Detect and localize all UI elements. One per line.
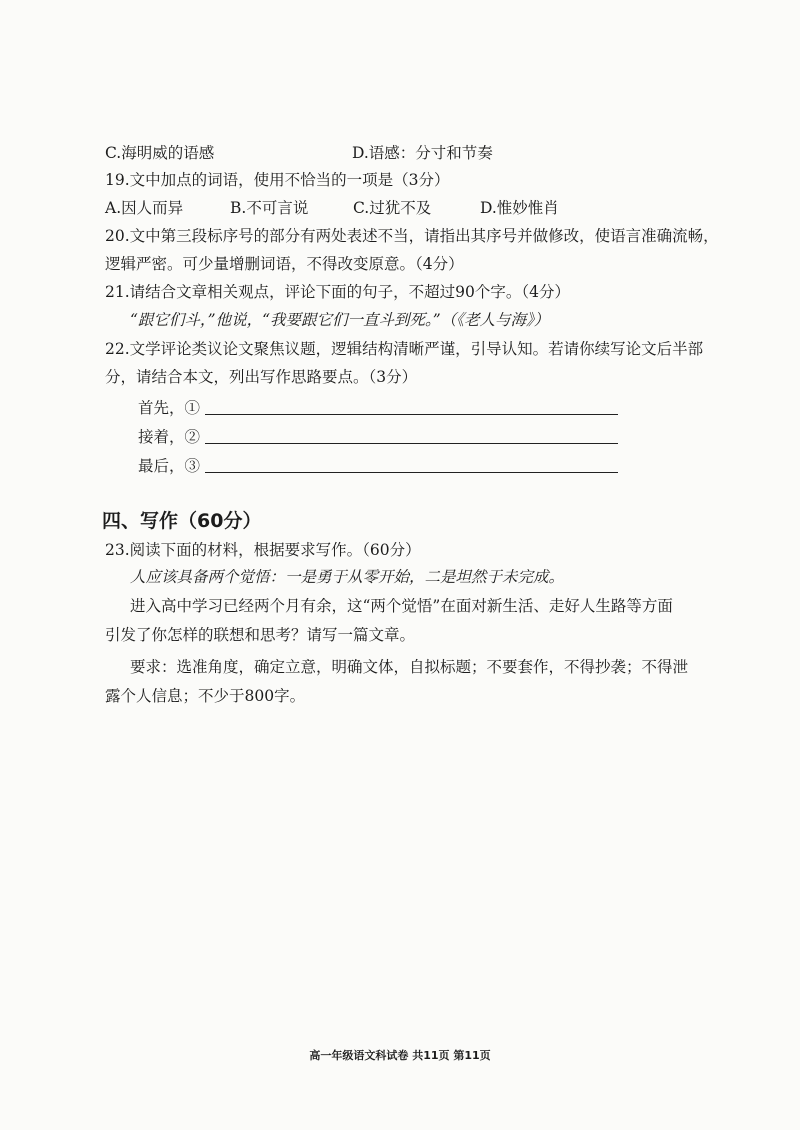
- section-title-writing: 四、写作（60分）: [102, 510, 262, 532]
- q22-blank-label-3: 最后，③: [138, 457, 201, 475]
- q23-prompt-line2: 引发了你怎样的联想和思考？请写一篇文章。: [105, 626, 416, 644]
- q23-requirements-line2: 露个人信息；不少于800字。: [105, 687, 306, 705]
- q22-blank-label-1: 首先，①: [138, 399, 201, 417]
- q19-option-b: B.不可言说: [230, 199, 309, 217]
- q23-prompt-line1: 进入高中学习已经两个月有余，这“两个觉悟”在面对新生活、走好人生路等方面: [130, 597, 673, 615]
- q21-quote: “跟它们斗，”他说，“我要跟它们一直斗到死。”（《老人与海》）: [130, 311, 550, 329]
- q23-stem: 23.阅读下面的材料，根据要求写作。（60分）: [105, 541, 421, 559]
- q22-answer-line-1: [205, 414, 618, 415]
- q22-line1: 22.文学评论类议论文聚焦议题，逻辑结构清晰严谨，引导认知。若请你续写论文后半部: [105, 340, 704, 358]
- q19-option-a: A.因人而异: [105, 199, 184, 217]
- q22-line2: 分，请结合本文，列出写作思路要点。（3分）: [105, 368, 418, 386]
- q18-option-c: C.海明威的语感: [105, 144, 215, 162]
- q20-line2: 逻辑严密。可少量增删词语，不得改变原意。（4分）: [105, 255, 464, 273]
- q18-option-d: D.语感：分寸和节奏: [352, 144, 493, 162]
- q20-line1: 20.文中第三段标序号的部分有两处表述不当，请指出其序号并做修改，使语言准确流畅，: [105, 227, 719, 245]
- q22-blank-label-2: 接着，②: [138, 428, 201, 446]
- q23-material: 人应该具备两个觉悟：一是勇于从零开始，二是坦然于未完成。: [130, 568, 565, 586]
- q23-requirements-line1: 要求：选准角度，确定立意，明确文体，自拟标题；不要套作，不得抄袭；不得泄: [130, 658, 689, 676]
- page-footer: 高一年级语文科试卷 共11页 第11页: [309, 1049, 491, 1062]
- q22-answer-line-2: [205, 443, 618, 444]
- q19-option-c: C.过犹不及: [353, 199, 432, 217]
- q21-stem: 21.请结合文章相关观点，评论下面的句子，不超过90个字。（4分）: [105, 283, 570, 301]
- q22-answer-line-3: [205, 472, 618, 473]
- q19-option-d: D.惟妙惟肖: [480, 199, 559, 217]
- q19-stem: 19.文中加点的词语，使用不恰当的一项是（3分）: [105, 171, 450, 189]
